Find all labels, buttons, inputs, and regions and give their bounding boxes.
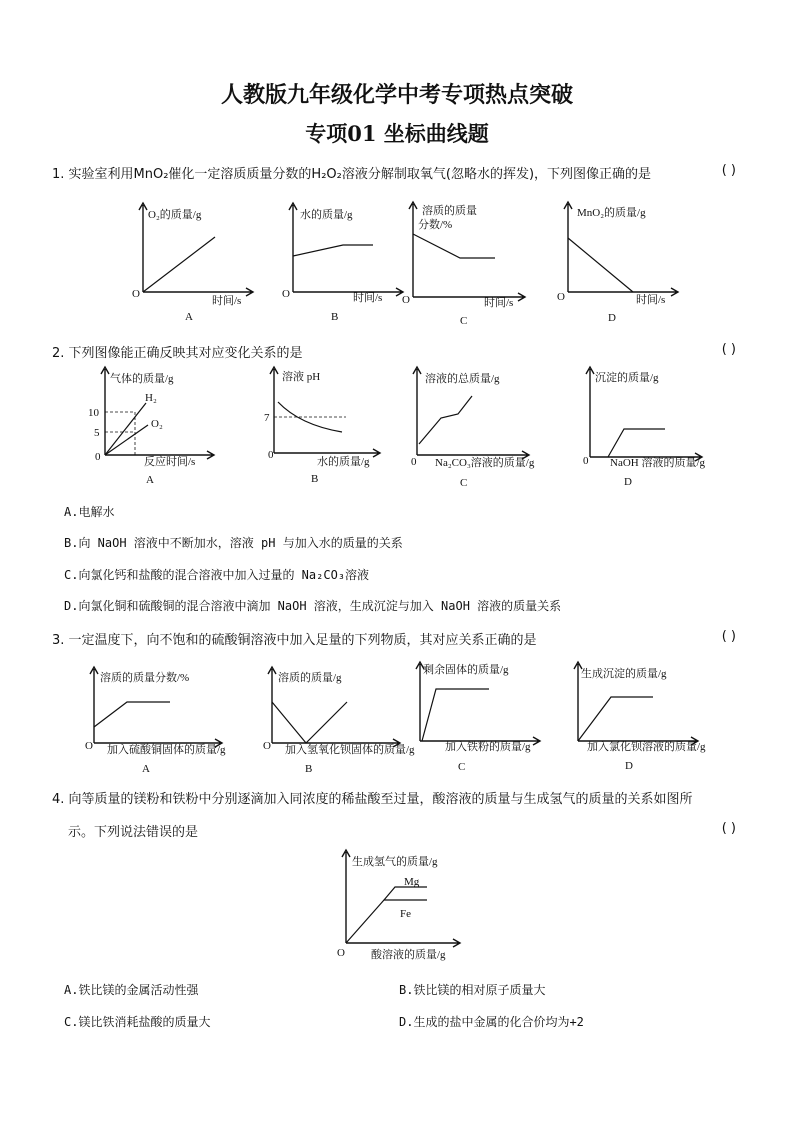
graph-label: MnO₂的质量/g <box>577 207 646 219</box>
graph-label: O <box>557 291 565 303</box>
q3-graph-a <box>82 665 232 780</box>
q2-graph-c <box>405 365 550 490</box>
graph-label: O <box>263 740 271 752</box>
graph-label: 溶质的质量 <box>422 205 477 217</box>
graph-label: O <box>337 947 345 959</box>
q4-mg-line <box>384 887 427 900</box>
graph-label: A <box>185 311 193 323</box>
graph-label: C <box>458 761 466 773</box>
q1-c-curve <box>413 234 495 258</box>
graph-label: 溶质的质量分数/% <box>100 672 190 684</box>
graph-label: 剩余固体的质量/g <box>423 664 509 676</box>
graph-label: 7 <box>264 412 270 424</box>
graph-label: 0 <box>268 449 274 461</box>
q1-graph-d <box>557 200 685 328</box>
graph-label: 沉淀的质量/g <box>595 372 659 384</box>
q2-a-h2-line <box>105 403 146 455</box>
question-2-text: 2. 下列图像能正确反映其对应变化关系的是 <box>52 346 303 361</box>
q2-d-curve <box>608 429 665 457</box>
graph-label: 0 <box>95 451 101 463</box>
q1-graph-c <box>402 200 530 328</box>
graph-label: D <box>625 760 633 772</box>
question-4-text-line2: 示。下列说法错误的是 <box>68 825 199 840</box>
graph-label: 0 <box>411 456 417 468</box>
q1-graph-b <box>282 200 405 325</box>
q3-b-curve <box>272 702 347 743</box>
q4-option-a: A.铁比镁的金属活动性强 <box>64 983 199 997</box>
question-3-text: 3. 一定温度下，向不饱和的硫酸铜溶液中加入足量的下列物质，其对应关系正确的是 <box>52 633 537 648</box>
graph-label: O₂的质量/g <box>148 209 202 221</box>
graph-label: B <box>311 473 319 485</box>
graph-label: 时间/s <box>353 292 383 304</box>
graph-label: C <box>460 477 468 489</box>
graph-label: 加入氢氧化钡固体的质量/g <box>285 744 415 756</box>
q4-graph <box>332 848 482 968</box>
graph-label: 加入铁粉的质量/g <box>445 741 531 753</box>
graph-label: O <box>402 294 410 306</box>
question-4-text-line1: 4. 向等质量的镁粉和铁粉中分别逐滴加入同浓度的稀盐酸至过量，酸溶液的质量与生成氢气的质量的关系如图所 <box>52 792 693 807</box>
graph-label: B <box>305 763 313 775</box>
graph-label: O <box>85 740 93 752</box>
q2-graph-b <box>260 365 385 490</box>
q1-b-curve <box>293 245 373 256</box>
question-3-answer-blank: ( ) <box>721 629 736 644</box>
graph-label: NaOH 溶液的质量/g <box>610 457 706 469</box>
page-subtitle: 专项01 坐标曲线题 <box>305 121 489 146</box>
question-1-answer-blank: ( ) <box>721 163 736 178</box>
page-title: 人教版九年级化学中考专项热点突破 <box>220 82 573 108</box>
graph-label: 时间/s <box>636 294 666 306</box>
graph-label: O₂ <box>151 418 163 430</box>
graph-label: 酸溶液的质量/g <box>371 949 446 961</box>
graph-label: 水的质量/g <box>317 456 370 468</box>
graph-label: 时间/s <box>212 295 242 307</box>
question-1-text: 1. 实验室利用MnO₂催化一定溶质质量分数的H₂O₂溶液分解制取氧气(忽略水的挥发)，下列图像正确的是 <box>52 167 652 182</box>
graph-label: 生成氢气的质量/g <box>352 856 438 868</box>
q1-graph-a <box>132 200 255 325</box>
graph-label: Mg <box>404 876 420 888</box>
q3-c-curve <box>422 689 489 741</box>
q4-option-d: D.生成的盐中金属的化合价均为+2 <box>399 1015 584 1029</box>
graph-label: 反应时间/s <box>144 456 196 468</box>
graph-label: Na₂CO₃溶液的质量/g <box>435 457 535 469</box>
q3-graph-b <box>260 665 415 780</box>
graph-label: 水的质量/g <box>300 209 353 221</box>
q3-d-curve <box>578 697 653 741</box>
graph-label: 加入氯化钡溶液的质量/g <box>587 741 706 753</box>
graph-label: 溶液 pH <box>282 371 321 383</box>
graph-label: O <box>282 288 290 300</box>
graph-label: B <box>331 311 339 323</box>
question-2-answer-blank: ( ) <box>721 342 736 357</box>
graph-label: O <box>132 288 140 300</box>
q2-c-curve <box>419 396 472 444</box>
graph-label: 加入硫酸铜固体的质量/g <box>107 744 226 756</box>
q3-graph-d <box>568 660 718 780</box>
graph-label: 分数/% <box>418 219 453 231</box>
q3-a-curve <box>94 702 170 727</box>
q4-option-b: B.铁比镁的相对原子质量大 <box>399 983 546 997</box>
graph-label: 0 <box>583 455 589 467</box>
q2-option-b: B.向 NaOH 溶液中不断加水，溶液 pH 与加入水的质量的关系 <box>64 536 403 550</box>
question-4-answer-blank: ( ) <box>721 821 736 836</box>
graph-label: 5 <box>94 427 100 439</box>
q2-graph-d <box>580 365 720 490</box>
graph-label: A <box>146 474 154 486</box>
graph-label: D <box>608 312 616 324</box>
q4-option-c: C.镁比铁消耗盐酸的质量大 <box>64 1015 211 1029</box>
q2-option-a: A.电解水 <box>64 505 115 519</box>
graph-label: C <box>460 315 468 327</box>
graph-label: D <box>624 476 632 488</box>
q2-a-o2-line <box>105 425 148 455</box>
graph-label: 溶质的质量/g <box>278 672 342 684</box>
graph-label: A <box>142 763 150 775</box>
q2-option-c: C.向氯化钙和盐酸的混合溶液中加入过量的 Na₂CO₃溶液 <box>64 568 370 582</box>
graph-label: 溶液的总质量/g <box>425 373 500 385</box>
q1-d-curve <box>568 238 633 292</box>
graph-label: Fe <box>400 908 411 920</box>
q2-graph-a <box>88 365 218 490</box>
graph-label: H₂ <box>145 392 157 404</box>
graph-label: 10 <box>88 407 99 419</box>
q4-fe-line <box>346 900 427 943</box>
q1-a-curve <box>143 237 215 292</box>
graph-label: 生成沉淀的质量/g <box>581 668 667 680</box>
graph-label: 时间/s <box>484 297 514 309</box>
q3-graph-c <box>410 660 560 780</box>
graph-label: 气体的质量/g <box>110 373 174 385</box>
q2-option-d: D.向氯化铜和硫酸铜的混合溶液中滴加 NaOH 溶液，生成沉淀与加入 NaOH 溶液的质量关系 <box>64 599 562 613</box>
